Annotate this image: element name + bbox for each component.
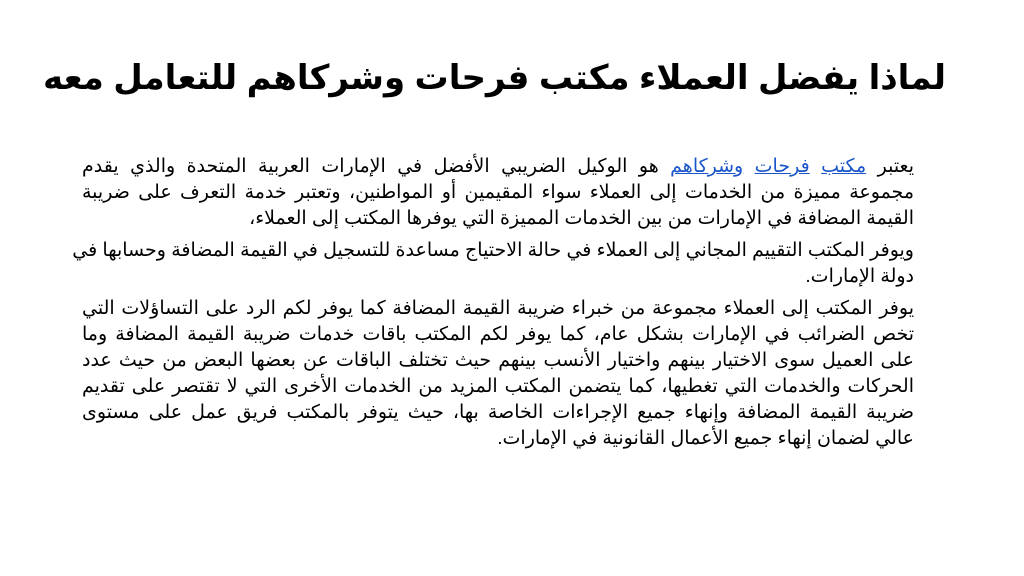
slide-body — [72, 154, 915, 458]
paragraph-experts-services — [82, 296, 914, 452]
partners-link[interactable]: وشركاهم — [670, 156, 744, 177]
text-line: دولة الإمارات. — [805, 266, 914, 287]
text-line: ضريبة القيمة المضافة وإنهاء جميع الإجراءات الخاصة بها، حيث يتوفر بالمكتب فريق عمل على مستوى — [82, 402, 914, 423]
text-line: القيمة المضافة في الإمارات من بين الخدمات المميزة التي يوفرها المكتب إلى العملاء، — [249, 208, 914, 229]
text-line: تخص الضرائب في الإمارات بشكل عام، كما يوفر لكم المكتب باقات خدمات ضريبة القيمة المضافة وما — [82, 324, 914, 345]
text-line: ويوفر المكتب التقييم المجاني إلى العملاء في حالة الاحتياج مساعدة للتسجيل في القيمة المضافة وحسابها في — [72, 240, 914, 261]
text-segment: هو الوكيل الضريبي الأفضل في الإمارات العربية المتحدة والذي يقدم — [82, 156, 659, 177]
paragraph-office-intro — [82, 154, 914, 232]
text-line: على العميل سوى الاختيار بينهم واختيار الأنسب بينهم حيث تختلف الباقات عن بعضها البعض من حيث عدد — [82, 350, 914, 371]
text-line: الحركات والخدمات التي تغطيها، كما يتضمن المكتب المزيد من الخدمات الأخرى التي لا تقتصر على تقديم — [82, 376, 914, 397]
paragraph-prefix: يعتبر — [877, 156, 915, 177]
text-line: يوفر المكتب إلى العملاء مجموعة من خبراء ضريبة القيمة المضافة كما يوفر لكم الرد على التساؤلات التي — [82, 298, 914, 319]
text-line: مجموعة مميزة من الخدمات إلى العملاء سواء المقيمين أو المواطنين، وتعتبر خدمة التعرف على ضريبة — [82, 182, 914, 203]
text-line — [82, 154, 914, 180]
text-line: عالي لضمان إنهاء جميع الأعمال القانونية في الإمارات. — [497, 428, 914, 449]
paragraph-free-evaluation — [72, 238, 914, 290]
farhat-link[interactable]: فرحات — [754, 156, 810, 177]
slide-title: لماذا يفضل العملاء مكتب فرحات وشركاهم للتعامل معه — [42, 59, 946, 97]
office-link[interactable]: مكتب — [821, 156, 867, 177]
